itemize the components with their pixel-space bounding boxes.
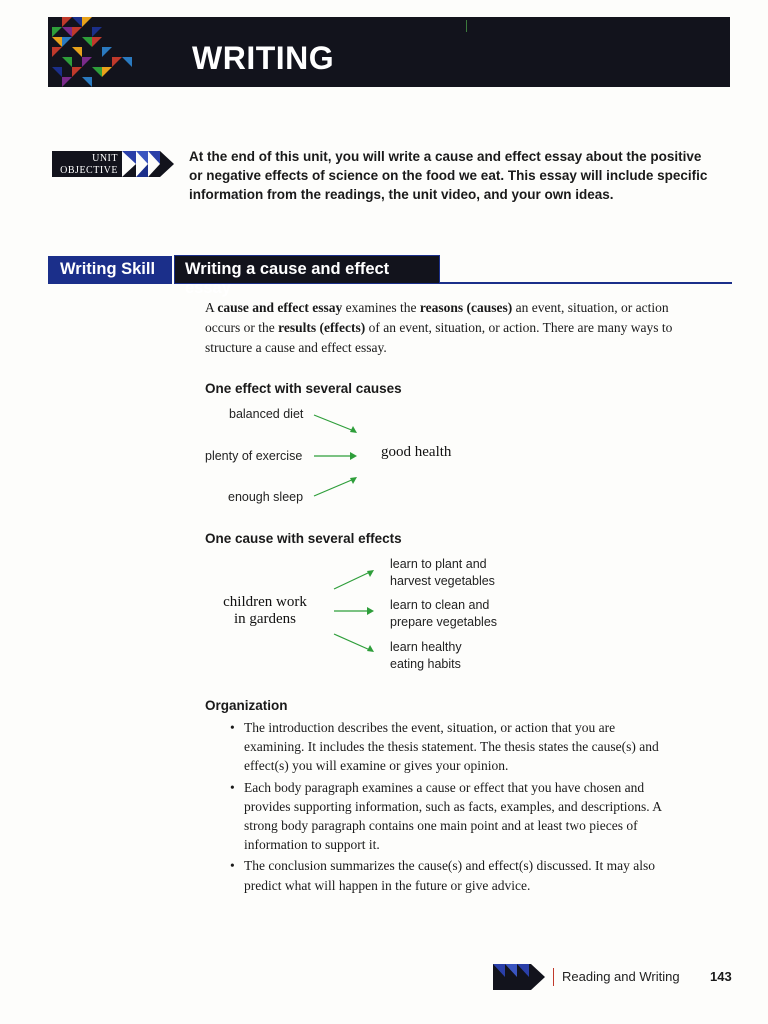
diagram2-effect-1: learn to plant and harvest vegetables [390, 557, 495, 588]
term-cause-and-effect-essay: cause and effect essay [217, 300, 343, 315]
list-item: • The conclusion summarizes the cause(s) and effect(s) discussed. It may also predict what will happen in the future or give advice. [228, 856, 678, 894]
term-results: results (effects) [278, 320, 366, 335]
diagram2-cause: children work in gardens [223, 594, 307, 627]
footer-book-title: Reading and Writing [562, 969, 680, 984]
diagram2-arrows-icon [330, 560, 382, 660]
diagram1-cause-2: plenty of exercise [205, 449, 303, 463]
list-item: • Each body paragraph examines a cause or effect that you have chosen and provides supporting information, such as facts, examples, and descriptions. A strong body paragraph contains one main point and at least two pieces of information to support it. [228, 778, 678, 855]
skill-title: Writing a cause and effect essay [174, 255, 440, 284]
mosaic-logo-icon [48, 17, 136, 87]
diagram1-arrows-icon [310, 405, 370, 500]
writing-skill-tab: Writing Skill [48, 256, 172, 284]
page-title: WRITING [192, 40, 335, 76]
diagram2-effect-3: learn healthy eating habits [390, 640, 462, 671]
term-reasons: reasons (causes) [419, 300, 513, 315]
diagram1-cause-3: enough sleep [228, 490, 304, 504]
diagram2-effect-2: learn to clean and prepare vegetables [390, 598, 498, 629]
intro-paragraph: A cause and effect essay examines the reasons (causes) an event, situation, or action occurs or the results (effects) of an event, situation, or action. There are many ways to structure a cause and effect essay. [205, 300, 673, 355]
unit-objective-text: At the end of this unit, you will write a cause and effect essay about the positive or negative effects of science on the food we eat. This essay will include specific information from the readings, the unit video, and your own ideas. [189, 149, 708, 202]
skill-rule-divider [440, 282, 732, 284]
list-item: • The introduction describes the event, situation, or action that you are examining. It includes the thesis statement. The thesis states the cause(s) and effect(s) you will examine or gives your opinion. [228, 718, 678, 776]
diagram1-cause-1: balanced diet [229, 407, 304, 421]
footer-divider [553, 968, 554, 986]
unit-objective-label-line1: UNIT [92, 153, 118, 164]
diagram1-effect: good health [381, 444, 452, 460]
chevron-arrows-icon [122, 151, 174, 177]
diagram1-heading: One effect with several causes [205, 381, 402, 396]
page-number: 143 [710, 969, 732, 984]
footer-chevron-arrows-icon [493, 964, 545, 990]
organization-list [228, 718, 678, 897]
header-bar [48, 17, 730, 87]
organization-heading: Organization [205, 698, 288, 713]
unit-objective-label-line2: OBJECTIVE [60, 165, 118, 176]
header-tick-mark [466, 20, 467, 32]
diagram2-heading: One cause with several effects [205, 531, 402, 546]
